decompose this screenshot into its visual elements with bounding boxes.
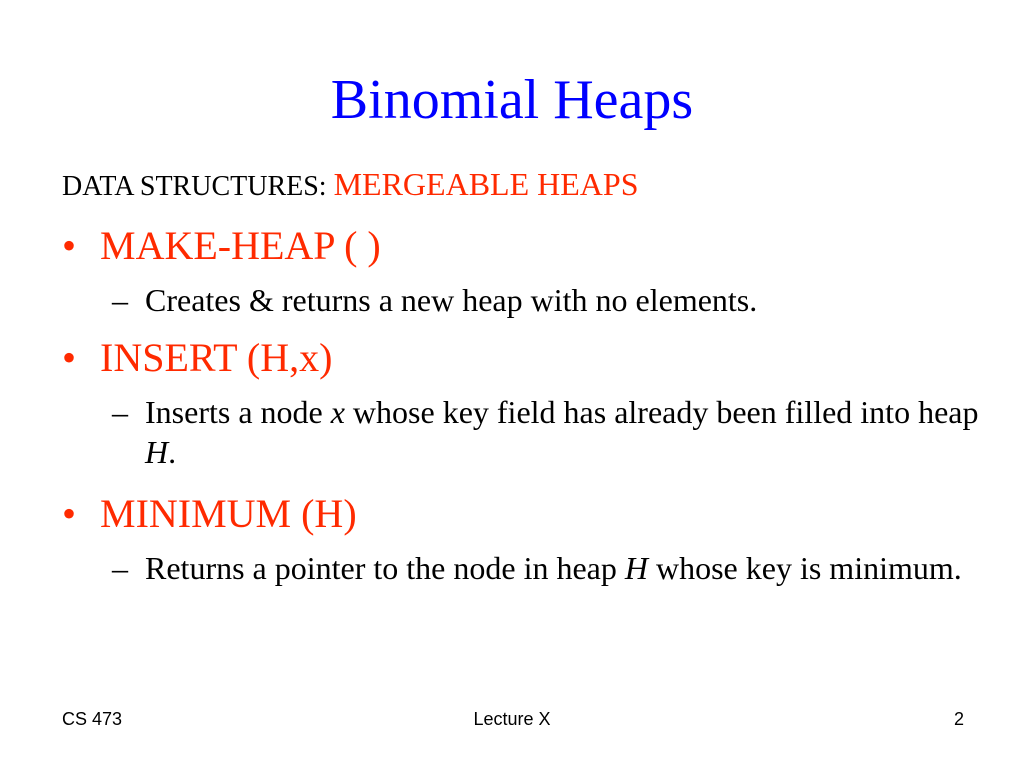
sub-item-text-part: whose key is minimum. bbox=[647, 550, 962, 586]
sub-item-text-part: . bbox=[168, 434, 177, 470]
sub-item-text-part: Inserts a node bbox=[145, 394, 331, 430]
sub-item-dash: – bbox=[112, 550, 128, 586]
sub-item-text-part: whose key field has already been filled into heap bbox=[344, 394, 979, 430]
variable-h: H bbox=[624, 550, 648, 586]
bullet-label: MINIMUM (H) bbox=[100, 491, 357, 536]
subheading bbox=[62, 164, 638, 211]
sub-item-minimum bbox=[112, 548, 982, 588]
bullet-insert bbox=[62, 334, 332, 382]
sub-item-dash: – bbox=[112, 282, 128, 318]
footer-course: CS 473 bbox=[62, 709, 123, 729]
bullet-minimum bbox=[62, 490, 357, 538]
bullet-label: INSERT (H,x) bbox=[100, 335, 333, 380]
variable-x: x bbox=[330, 394, 345, 430]
footer-page-number: 2 bbox=[953, 709, 964, 729]
sub-item-text bbox=[112, 392, 982, 472]
bullet-marker: • bbox=[62, 491, 77, 536]
sub-item-text-part: Returns a pointer to the node in heap bbox=[145, 550, 625, 586]
footer-lecture: Lecture X bbox=[473, 709, 551, 729]
sub-item-dash: – bbox=[112, 394, 128, 430]
sub-item-insert bbox=[112, 392, 982, 472]
variable-h: H bbox=[145, 434, 169, 470]
slide-title: Binomial Heaps bbox=[330, 69, 694, 131]
bullet-make-heap bbox=[62, 222, 381, 270]
sub-item-text bbox=[112, 280, 982, 320]
subheading-accent: MERGEABLE HEAPS bbox=[333, 166, 639, 202]
sub-item-text-part: Creates & returns a new heap with no elements. bbox=[145, 282, 758, 318]
sub-item-text bbox=[112, 548, 982, 588]
bullet-marker: • bbox=[62, 335, 77, 380]
sub-item-make-heap bbox=[112, 280, 982, 320]
bullet-label: MAKE-HEAP ( ) bbox=[100, 223, 381, 268]
bullet-marker: • bbox=[62, 223, 77, 268]
subheading-label: DATA STRUCTURES: bbox=[62, 171, 334, 202]
